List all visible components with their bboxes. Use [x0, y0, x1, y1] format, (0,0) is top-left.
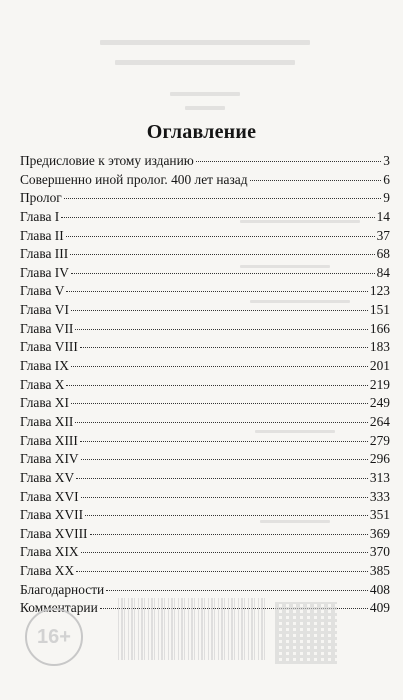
toc-entry-page: 385 — [369, 563, 390, 579]
toc-entry-page: 369 — [369, 525, 390, 541]
toc-dot-leader — [81, 497, 368, 498]
toc-entry-page: 313 — [369, 469, 390, 485]
toc-entry-label: Совершенно иной пролог. 400 лет назад — [20, 171, 248, 187]
toc-entry-page: 14 — [376, 208, 390, 224]
toc-entry-page: 123 — [369, 283, 390, 299]
bleed-through-line — [170, 92, 240, 96]
toc-dot-leader — [75, 422, 368, 423]
toc-entry-page: 151 — [369, 302, 390, 318]
toc-entry — [20, 432, 390, 451]
toc-dot-leader — [66, 385, 367, 386]
toc-entry-page: 264 — [369, 413, 390, 429]
toc-entry-page: 219 — [369, 376, 390, 392]
toc-dot-leader — [80, 347, 368, 348]
bleed-through-line — [100, 40, 310, 45]
toc-entry-page: 37 — [376, 227, 390, 243]
toc-dot-leader — [85, 515, 368, 516]
toc-entry-page: 409 — [369, 600, 390, 616]
toc-entry-label: Глава III — [20, 246, 69, 262]
toc-entry — [20, 394, 390, 413]
toc-dot-leader — [81, 552, 368, 553]
toc-dot-leader — [76, 478, 368, 479]
toc-entry-label: Пролог — [20, 190, 62, 206]
toc-entry-label: Глава XVI — [20, 488, 79, 504]
toc-entry-label: Глава XX — [20, 563, 75, 579]
toc-entry — [20, 189, 390, 208]
bleed-through-line — [185, 106, 225, 110]
bleed-through-line — [115, 60, 295, 65]
toc-entry-page: 249 — [369, 395, 390, 411]
toc-entry — [20, 357, 390, 376]
toc-entry-label: Глава IV — [20, 264, 69, 280]
age-rating-badge: 16+ — [25, 608, 83, 666]
toc-entry-page: 296 — [369, 451, 390, 467]
toc-entry — [20, 488, 390, 507]
table-of-contents — [20, 152, 390, 618]
toc-entry-label: Глава X — [20, 376, 65, 392]
toc-dot-leader — [90, 534, 368, 535]
toc-entry-label: Глава XIX — [20, 544, 79, 560]
qr-code-icon — [275, 602, 337, 664]
toc-entry-page: 201 — [369, 358, 390, 374]
toc-dot-leader — [76, 571, 368, 572]
toc-entry — [20, 301, 390, 320]
toc-entry-label: Глава VII — [20, 320, 74, 336]
toc-dot-leader — [66, 236, 375, 237]
toc-dot-leader — [196, 161, 382, 162]
toc-entry-page: 333 — [369, 488, 390, 504]
toc-entry — [20, 282, 390, 301]
toc-entry — [20, 450, 390, 469]
toc-entry — [20, 413, 390, 432]
toc-entry — [20, 338, 390, 357]
toc-entry-page: 84 — [376, 264, 390, 280]
toc-dot-leader — [75, 329, 368, 330]
toc-entry — [20, 171, 390, 190]
barcode-icon — [118, 598, 266, 660]
toc-entry-page: 183 — [369, 339, 390, 355]
toc-dot-leader — [250, 180, 382, 181]
toc-entry — [20, 543, 390, 562]
toc-dot-leader — [71, 366, 368, 367]
toc-entry — [20, 208, 390, 227]
toc-entry-page: 3 — [383, 153, 390, 168]
toc-entry-label: Глава I — [20, 208, 60, 224]
toc-entry-label: Глава XIV — [20, 451, 79, 467]
toc-dot-leader — [70, 254, 374, 255]
toc-entry-page: 279 — [369, 432, 390, 448]
toc-entry-page: 68 — [376, 246, 390, 262]
toc-entry-page: 370 — [369, 544, 390, 560]
toc-entry — [20, 320, 390, 339]
toc-entry-label: Предисловие к этому изданию — [20, 153, 194, 168]
toc-entry-page: 6 — [383, 171, 390, 187]
toc-entry-label: Глава V — [20, 283, 65, 299]
toc-entry-page: 408 — [369, 581, 390, 597]
toc-entry — [20, 245, 390, 264]
toc-dot-leader — [61, 217, 374, 218]
toc-entry-label: Глава XII — [20, 413, 74, 429]
toc-entry-page: 9 — [383, 190, 390, 206]
toc-dot-leader — [80, 441, 368, 442]
toc-entry-label: Глава IX — [20, 358, 69, 374]
toc-entry-page: 351 — [369, 507, 390, 523]
toc-entry — [20, 264, 390, 283]
toc-entry-label: Благодарности — [20, 581, 105, 597]
toc-entry-label: Глава XI — [20, 395, 69, 411]
toc-dot-leader — [66, 291, 367, 292]
toc-entry — [20, 506, 390, 525]
toc-dot-leader — [71, 403, 368, 404]
toc-entry — [20, 581, 390, 600]
toc-dot-leader — [106, 590, 368, 591]
toc-entry-label: Глава XV — [20, 469, 75, 485]
toc-dot-leader — [81, 459, 368, 460]
toc-entry-page: 166 — [369, 320, 390, 336]
toc-entry — [20, 152, 390, 171]
toc-entry-label: Глава XIII — [20, 432, 78, 448]
toc-entry-label: Комментарии — [20, 600, 98, 616]
page-title: Оглавление — [146, 121, 257, 143]
toc-dot-leader — [71, 273, 375, 274]
toc-entry-label: Глава II — [20, 227, 64, 243]
toc-entry — [20, 376, 390, 395]
toc-entry — [20, 227, 390, 246]
toc-dot-leader — [71, 310, 368, 311]
toc-entry — [20, 525, 390, 544]
toc-dot-leader — [64, 198, 382, 199]
toc-entry-label: Глава VIII — [20, 339, 78, 355]
toc-entry — [20, 562, 390, 581]
toc-entry-label: Глава VI — [20, 302, 69, 318]
toc-entry — [20, 469, 390, 488]
toc-entry-label: Глава XVII — [20, 507, 84, 523]
toc-entry-label: Глава XVIII — [20, 525, 88, 541]
